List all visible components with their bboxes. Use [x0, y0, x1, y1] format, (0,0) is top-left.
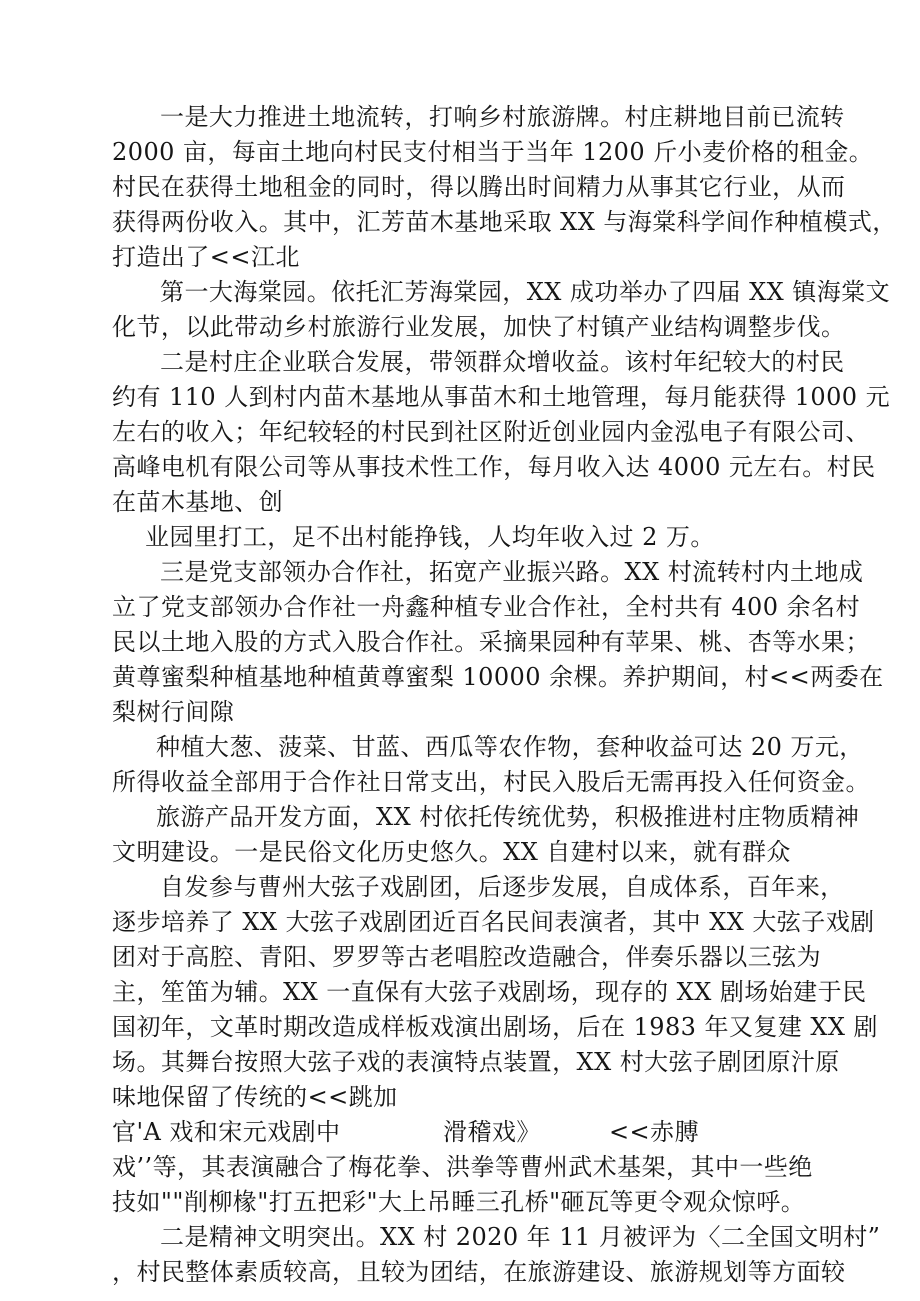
- text-line: 民以土地入股的方式入股合作社。采摘果园种有苹果、桃、杏等水果；: [112, 628, 870, 656]
- text-line: 场。其舞台按照大弦子戏的表演特点装置，XX 村大弦子剧团原汁原: [112, 1048, 840, 1076]
- text-line: 国初年，文革时期改造成样板戏演出剧场，后在 1983 年又复建 XX 剧: [112, 1013, 878, 1041]
- text-line: 黄尊蜜梨种植基地种植黄尊蜜梨 10000 余棵。养护期间，村<<两委在: [112, 663, 884, 691]
- text-line: 约有 110 人到村内苗木基地从事苗木和土地管理，每月能获得 1000 元: [112, 383, 891, 411]
- text-line: 二是精神文明突出。XX 村 2020 年 11 月被评为〈二全国文明村”: [160, 1223, 881, 1251]
- text-line: 化节，以此带动乡村旅游行业发展，加快了村镇产业结构调整步伐。: [112, 313, 846, 341]
- text-line: 左右的收入；年纪较轻的村民到社区附近创业园内金泓电子有限公司、: [112, 418, 870, 446]
- text-line: 味地保留了传统的<<跳加: [112, 1083, 398, 1111]
- text-line: 戏’’等，其表演融合了梅花拳、洪拳等曹州武术基架，其中一些绝: [112, 1153, 813, 1181]
- text-line: 自发参与曹州大弦子戏剧团，后逐步发展，自成体系，百年来，: [160, 873, 845, 901]
- text-line: 一是大力推进土地流转，打响乡村旅游牌。村庄耕地目前已流转: [160, 103, 845, 131]
- text-line: 村民在获得土地租金的同时，得以腾出时间精力从事其它行业，从而: [112, 173, 846, 201]
- text-line: 所得收益全部用于合作社日常支出，村民入股后无需再投入任何资金。: [112, 768, 870, 796]
- text-line: <<赤膊: [609, 1118, 700, 1146]
- text-line: 二是村庄企业联合发展，带领群众增收益。该村年纪较大的村民: [160, 348, 845, 376]
- text-line: 梨树行间隙: [112, 698, 235, 726]
- text-line: 主，笙笛为辅。XX 一直保有大弦子戏剧场，现存的 XX 剧场始建于民: [112, 978, 867, 1006]
- text-line: 逐步培养了 XX 大弦子戏剧团近百名民间表演者，其中 XX 大弦子戏剧: [112, 908, 875, 936]
- text-line: 立了党支部领办合作社一舟鑫种植专业合作社，全村共有 400 余名村: [112, 593, 860, 621]
- text-line: 技如""削柳椽"打五把彩"大上吊睡三孔桥"砸瓦等更令观众惊呼。: [112, 1188, 806, 1216]
- text-line: 业园里打工，足不出村能挣钱，人均年收入过 2 万。: [145, 523, 715, 551]
- text-line: 旅游产品开发方面，XX 村依托传统优势，积极推进村庄物质精神: [156, 803, 860, 831]
- text-line: 官'A 戏和宋元戏剧中: [112, 1118, 341, 1146]
- text-line: 滑稽戏》: [443, 1118, 541, 1146]
- text-line: ，村民整体素质较高，且较为团结，在旅游建设、旅游规划等方面较: [112, 1258, 846, 1286]
- text-line: 第一大海棠园。依托汇芳海棠园，XX 成功举办了四届 XX 镇海棠文: [160, 278, 891, 306]
- text-line: 获得两份收入。其中，汇芳苗木基地采取 XX 与海棠科学间作种植模式，: [112, 208, 897, 236]
- text-line: 高峰电机有限公司等从事技术性工作，每月收入达 4000 元左右。村民: [112, 453, 876, 481]
- text-line: 在苗木基地、创: [112, 488, 284, 516]
- text-line: 2000 亩，每亩土地向村民支付相当于当年 1200 斤小麦价格的租金。: [112, 138, 874, 166]
- text-line: 团对于高腔、青阳、罗罗等古老唱腔改造融合，伴奏乐器以三弦为: [112, 943, 822, 971]
- text-line: 三是党支部领办合作社，拓宽产业振兴路。XX 村流转村内土地成: [160, 558, 864, 586]
- text-line: 文明建设。一是民俗文化历史悠久。XX 自建村以来，就有群众: [112, 838, 791, 866]
- text-line: 打造出了<<江北: [112, 243, 300, 271]
- text-line: 种植大葱、菠菜、甘蓝、西瓜等农作物，套种收益可达 20 万元，: [156, 733, 864, 761]
